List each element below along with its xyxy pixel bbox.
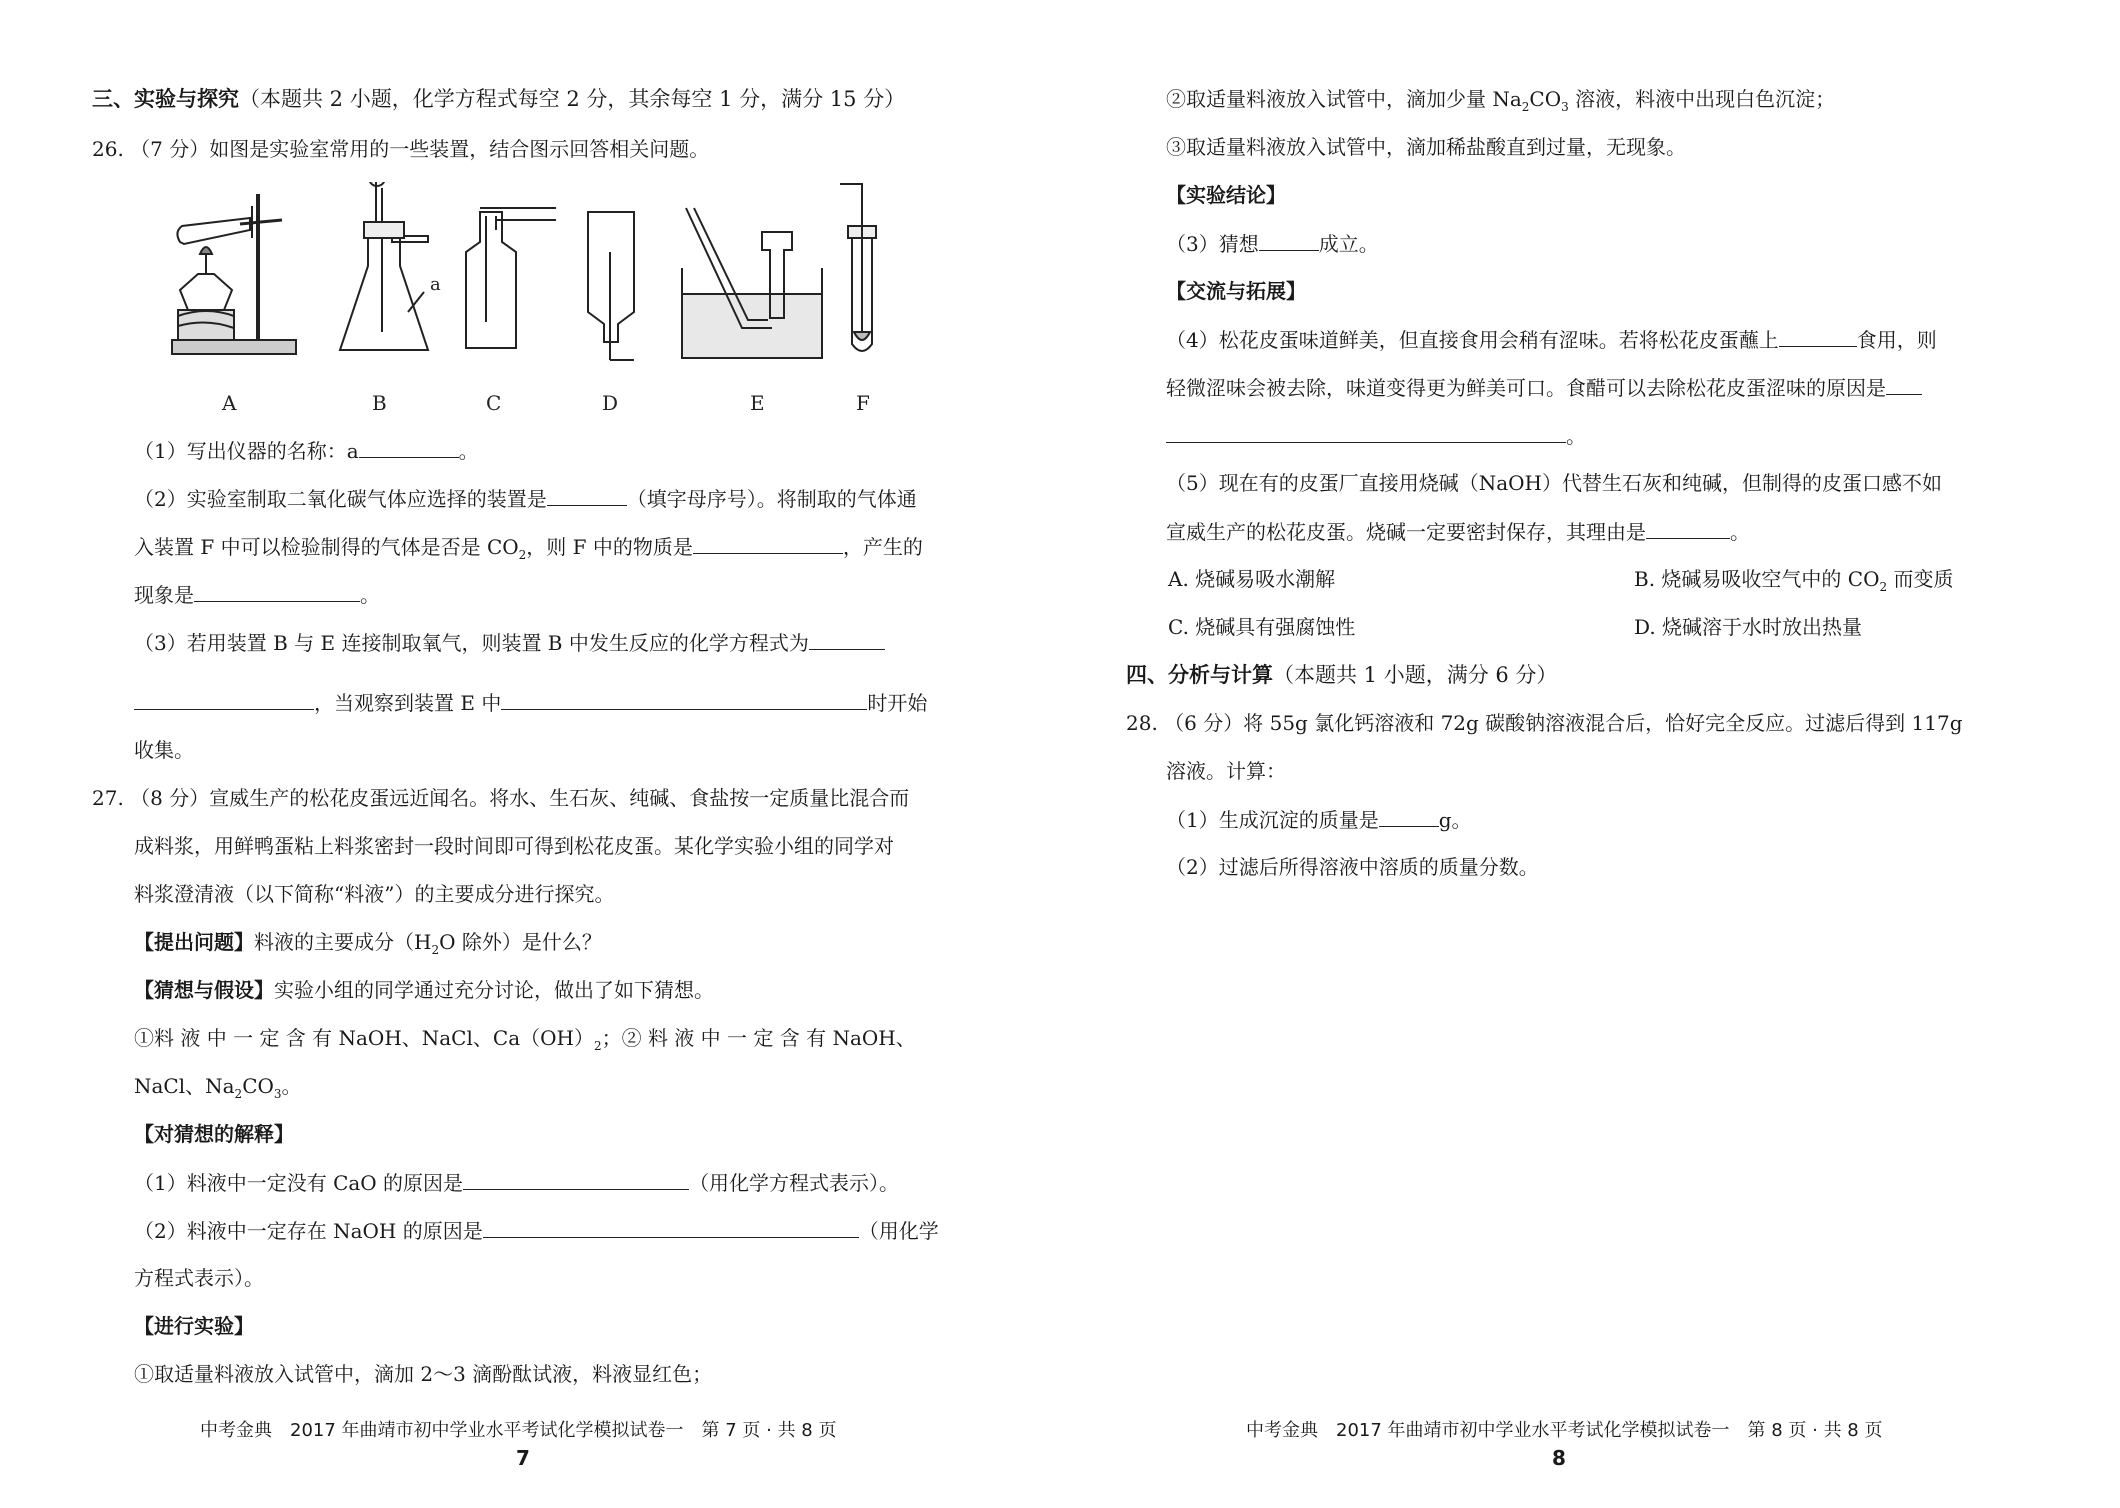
- answer-blank[interactable]: [483, 1217, 859, 1238]
- q27-c3: （3）猜想 成立。: [1166, 232, 1379, 256]
- q27-explain-2b: 方程式表示）。: [134, 1266, 264, 1290]
- answer-blank[interactable]: [1886, 374, 1922, 395]
- q27-explain-1: （1）料液中一定没有 CaO 的原因是 （用化学方程式表示）。: [134, 1171, 900, 1195]
- label-d: D: [602, 391, 619, 415]
- svg-text:a: a: [430, 274, 441, 295]
- apparatus-a-icon: [172, 194, 296, 354]
- q27-x4a: （4）松花皮蛋味道鲜美，但直接食用会稍有涩味。若将松花皮蛋蘸上 食用，则: [1166, 328, 1937, 352]
- q26-stem: 26. （7 分）如图是实验室常用的一些装置，结合图示回答相关问题。: [92, 137, 710, 161]
- q27-exp-2: ②取适量料液放入试管中，滴加少量 $Na_2CO_3$ 溶液，料液中出现白色沉淀；: [1166, 87, 1836, 114]
- answer-blank[interactable]: [501, 689, 867, 710]
- q26-p3b: ，当观察到装置 E 中 时开始: [134, 689, 927, 716]
- q27-x4b: 轻微涩味会被去除，味道变得更为鲜美可口。食醋可以去除松花皮蛋涩味的原因是: [1166, 374, 1922, 401]
- answer-blank[interactable]: [809, 629, 885, 650]
- q27-x4c: 。: [1166, 422, 1586, 449]
- answer-blank[interactable]: [1259, 230, 1319, 251]
- q26-p2a: （2）实验室制取二氧化碳气体应选择的装置是 （填字母序号）。将制取的气体通: [134, 487, 917, 511]
- answer-blank[interactable]: [1646, 518, 1730, 539]
- q27-exp-3: ③取适量料液放入试管中，滴加稀盐酸直到过量，无现象。: [1166, 135, 1686, 159]
- q27-explain-2: （2）料液中一定存在 NaOH 的原因是 （用化学: [134, 1219, 939, 1243]
- answer-blank[interactable]: [194, 581, 360, 602]
- answer-blank[interactable]: [547, 485, 627, 506]
- answer-blank[interactable]: [134, 689, 314, 710]
- q27-x5a: （5）现在有的皮蛋厂直接用烧碱（NaOH）代替生石灰和纯碱，但制得的皮蛋口感不如: [1166, 471, 1942, 495]
- q26-p1: （1）写出仪器的名称：a 。: [134, 439, 479, 463]
- q27-line2: 成料浆，用鲜鸭蛋粘上料浆密封一段时间即可得到松花皮蛋。某化学实验小组的同学对: [134, 834, 894, 858]
- page-right: [1060, 0, 2120, 1508]
- q26-p3a: （3）若用装置 B 与 E 连接制取氧气，则装置 B 中发生反应的化学方程式为: [134, 629, 885, 656]
- q27-explain-head: 【对猜想的解释】: [134, 1122, 294, 1146]
- answer-blank[interactable]: [693, 533, 843, 554]
- label-c: C: [486, 391, 502, 415]
- answer-blank[interactable]: [1779, 326, 1857, 347]
- answer-blank[interactable]: [1379, 806, 1439, 827]
- apparatus-b-icon: [340, 182, 441, 350]
- label-a: A: [222, 391, 237, 415]
- option-b[interactable]: B. 烧碱易吸收空气中的 $CO_2$ 而变质: [1634, 567, 1954, 594]
- q27-x5b: 宣威生产的松花皮蛋。烧碱一定要密封保存，其理由是 。: [1166, 520, 1750, 544]
- q27-guess-1: ①料 液 中 一 定 含 有 NaOH、NaCl、$Ca(OH)_2$；② 料 液 中 一 定 含 有 NaOH、: [134, 1026, 916, 1053]
- q27-guess-2: NaCl、$Na_2CO_3$。: [134, 1074, 302, 1101]
- q27-exp-1: ①取适量料液放入试管中，滴加 2～3 滴酚酞试液，料液显红色；: [134, 1362, 713, 1386]
- option-d[interactable]: D. 烧碱溶于水时放出热量: [1634, 615, 1863, 639]
- footer-left: 中考金典 2017 年曲靖市初中学业水平考试化学模拟试卷一 第 7 页 · 共 8 页: [200, 1420, 837, 1441]
- apparatus-c-icon: [466, 208, 556, 348]
- q28-line2: 溶液。计算：: [1166, 759, 1286, 783]
- answer-blank[interactable]: [359, 437, 459, 458]
- q27-guess: 【猜想与假设】实验小组的同学通过充分讨论，做出了如下猜想。: [134, 978, 714, 1002]
- apparatus-figure: [170, 182, 910, 420]
- apparatus-e-icon: [682, 208, 822, 358]
- answer-blank[interactable]: [463, 1169, 689, 1190]
- footer-right: 中考金典 2017 年曲靖市初中学业水平考试化学模拟试卷一 第 8 页 · 共 8 页: [1246, 1420, 1883, 1441]
- q26-p2b: 入装置 F 中可以检验制得的气体是否是 $CO_2$，则 F 中的物质是 ，产生的: [134, 535, 923, 562]
- q27-line1: 27. （8 分）宣威生产的松花皮蛋远近闻名。将水、生石灰、纯碱、食盐按一定质量比混合而: [92, 786, 910, 810]
- apparatus-d-icon: [588, 212, 634, 360]
- label-f: F: [856, 391, 870, 415]
- q27-ask: 【提出问题】料液的主要成分（$H_2O$ 除外）是什么？: [134, 930, 602, 957]
- section-3-heading: 三、实验与探究（本题共 2 小题，化学方程式每空 2 分，其余每空 1 分，满分 15 分）: [92, 86, 906, 111]
- q26-p3c: 收集。: [134, 738, 194, 762]
- q28-p1: （1）生成沉淀的质量是 g。: [1166, 808, 1472, 832]
- q28-p2: （2）过滤后所得溶液中溶质的质量分数。: [1166, 855, 1539, 879]
- option-c[interactable]: C. 烧碱具有强腐蚀性: [1168, 615, 1356, 639]
- page-number-right: 8: [1552, 1446, 1566, 1470]
- q26-p2c: 现象是 。: [134, 583, 380, 607]
- page-number-left: 7: [516, 1446, 530, 1470]
- q28-line1: 28. （6 分）将 55g 氯化钙溶液和 72g 碳酸钠溶液混合后，恰好完全反应。过滤后得到 117g: [1126, 711, 1963, 735]
- q27-line3: 料浆澄清液（以下简称“料液”）的主要成分进行探究。: [134, 882, 615, 906]
- option-a[interactable]: A. 烧碱易吸水潮解: [1168, 567, 1336, 591]
- answer-blank[interactable]: [1166, 422, 1566, 443]
- q27-exp-head: 【进行实验】: [134, 1314, 254, 1338]
- conclusion-head: 【实验结论】: [1166, 183, 1286, 207]
- section-4-heading: 四、分析与计算（本题共 1 小题，满分 6 分）: [1126, 662, 1558, 687]
- extension-head: 【交流与拓展】: [1166, 279, 1306, 303]
- label-e: E: [750, 391, 765, 415]
- label-b: B: [372, 391, 387, 415]
- apparatus-f-icon: [840, 184, 876, 351]
